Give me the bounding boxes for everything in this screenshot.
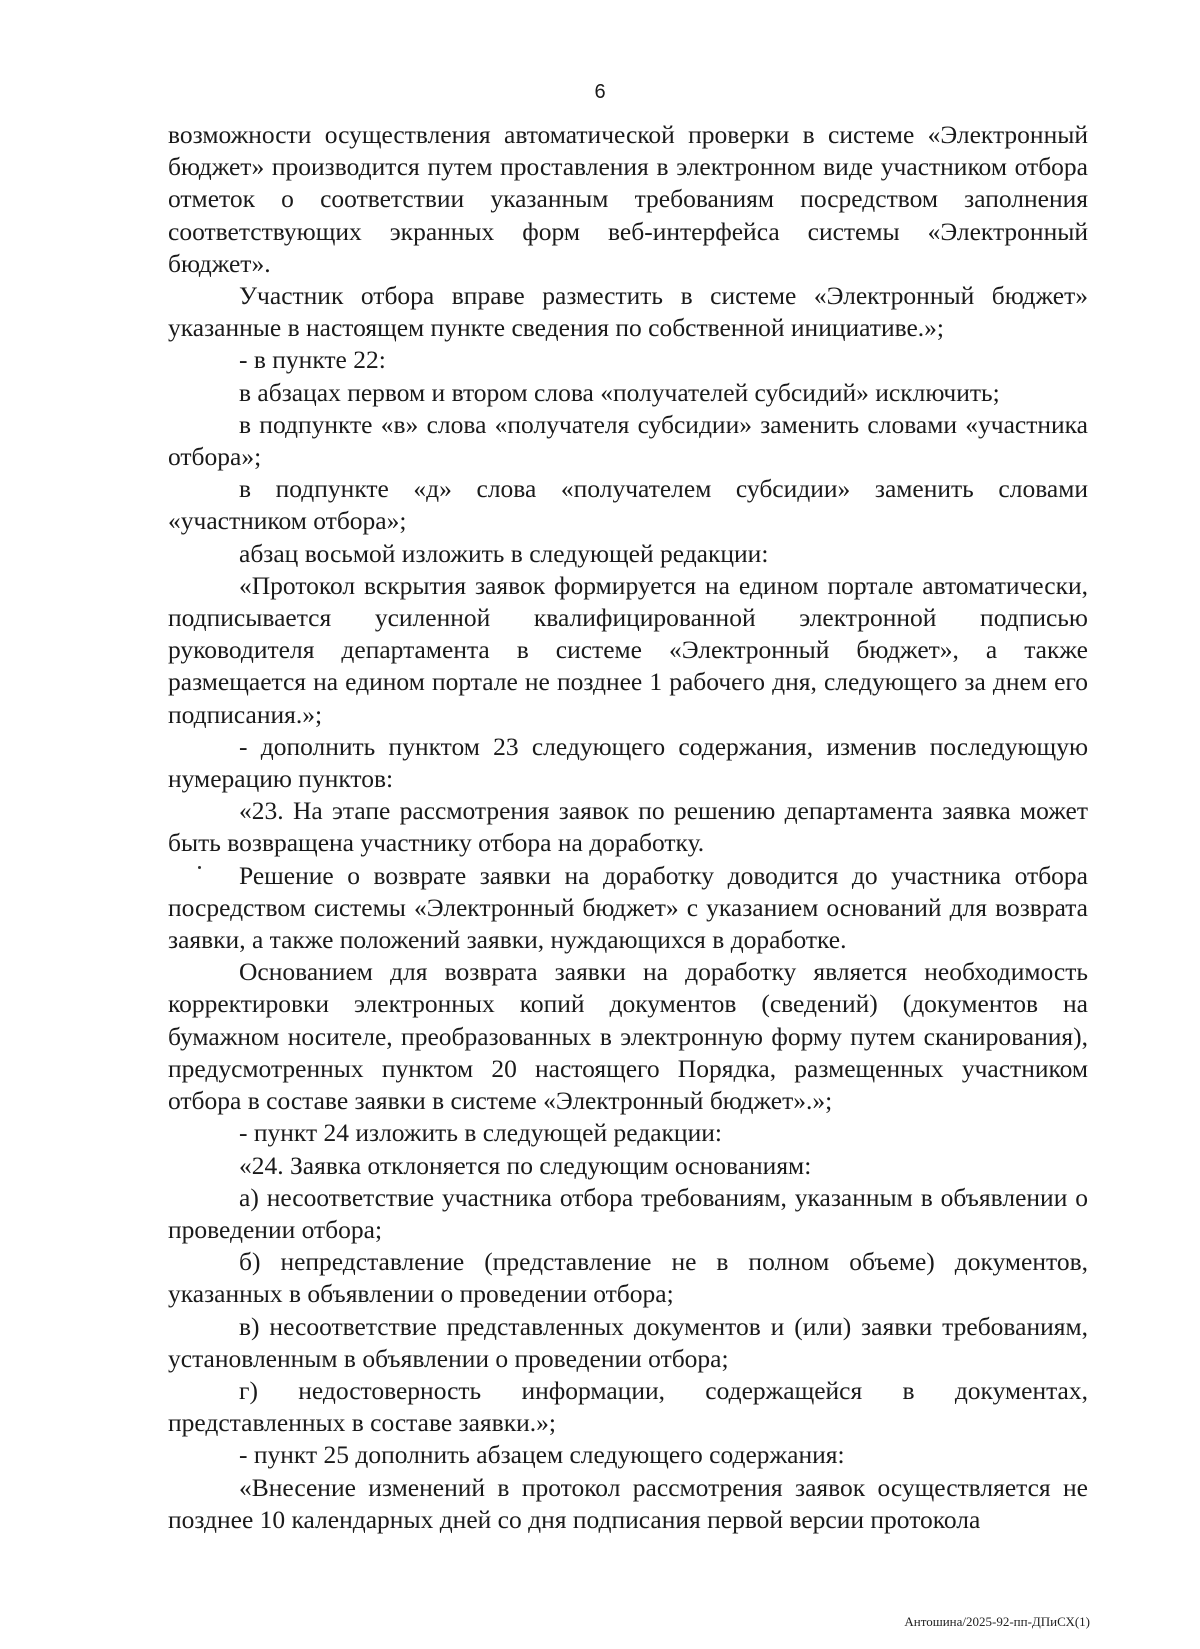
paragraph-2: Участник отбора вправе разместить в системе «Электронный бюджет» указанные в настоящем пункте сведения по собственной инициативе.»; <box>168 281 1088 343</box>
paragraph-16: б) непредставление (представление не в полном объеме) документов, указанных в объявлении о проведении отбора; <box>168 1247 1088 1309</box>
paragraph-1: возможности осуществления автоматической проверки в системе «Электронный бюджет» производится путем проставления в электронном виде участником отбора отметок о соответствии указанным требованиям посредством заполнения соответствующих экранных форм веб-интерфейса системы «Электронный бюджет». <box>168 120 1088 278</box>
paragraph-13: - пункт 24 изложить в следующей редакции: <box>239 1118 722 1148</box>
document-body <box>168 119 1088 1536</box>
paragraph-5: в подпункте «в» слова «получателя субсидии» заменить словами «участника отбора»; <box>168 409 1088 472</box>
scan-speck <box>198 866 201 869</box>
paragraph-4: в абзацах первом и втором слова «получателей субсидий» исключить; <box>239 377 1000 407</box>
paragraph-12: Основанием для возврата заявки на доработку является необходимость корректировки электронных копий документов (сведений) (документов на бумажном носителе, преобразованных в электронную форму путем сканирования), предусмотренных пунктом 20 настоящего Порядка, размещенных участником отбора в составе заявки в системе «Электронный бюджет».»; <box>168 957 1088 1116</box>
paragraph-19: - пункт 25 дополнить абзацем следующего содержания: <box>239 1440 845 1470</box>
paragraph-3: - в пункте 22: <box>239 345 386 375</box>
paragraph-17: в) несоответствие представленных документов и (или) заявки требованиям, установленным в объявлении о проведении отбора; <box>168 1311 1088 1373</box>
paragraph-15: а) несоответствие участника отбора требованиям, указанным в объявлении о проведении отбора; <box>168 1182 1088 1244</box>
paragraph-20: «Внесение изменений в протокол рассмотрения заявок осуществляется не позднее 10 календарных дней со дня подписания первой версии протокола <box>168 1472 1088 1534</box>
paragraph-9: - дополнить пунктом 23 следующего содержания, изменив последующую нумерацию пунктов: <box>168 731 1088 794</box>
paragraph-10: «23. На этапе рассмотрения заявок по решению департамента заявка может быть возвращена участнику отбора на доработку. <box>168 796 1088 858</box>
paragraph-14: «24. Заявка отклоняется по следующим основаниям: <box>239 1150 812 1180</box>
paragraph-8: «Протокол вскрытия заявок формируется на едином портале автоматически, подписывается усиленной квалифицированной электронной подписью руководителя департамента в системе «Электронный бюджет», а также размещается на едином портале не позднее 1 рабочего дня, следующего за днем его подписания.»; <box>168 570 1088 729</box>
paragraph-7: абзац восьмой изложить в следующей редакции: <box>239 538 769 568</box>
page-number: 6 <box>594 81 606 103</box>
paragraph-18: г) недостоверность информации, содержащейся в документах, представленных в составе заявки.»; <box>168 1375 1088 1438</box>
paragraph-11: Решение о возврате заявки на доработку доводится до участника отбора посредством системы «Электронный бюджет» с указанием оснований для возврата заявки, а также положений заявки, нуждающихся в доработке. <box>168 860 1088 955</box>
footer-document-reference: Антошина/2025-92-пп-ДПиСХ(1) <box>904 1614 1090 1629</box>
paragraph-6: в подпункте «д» слова «получателем субсидии» заменить словами «участником отбора»; <box>168 474 1088 536</box>
